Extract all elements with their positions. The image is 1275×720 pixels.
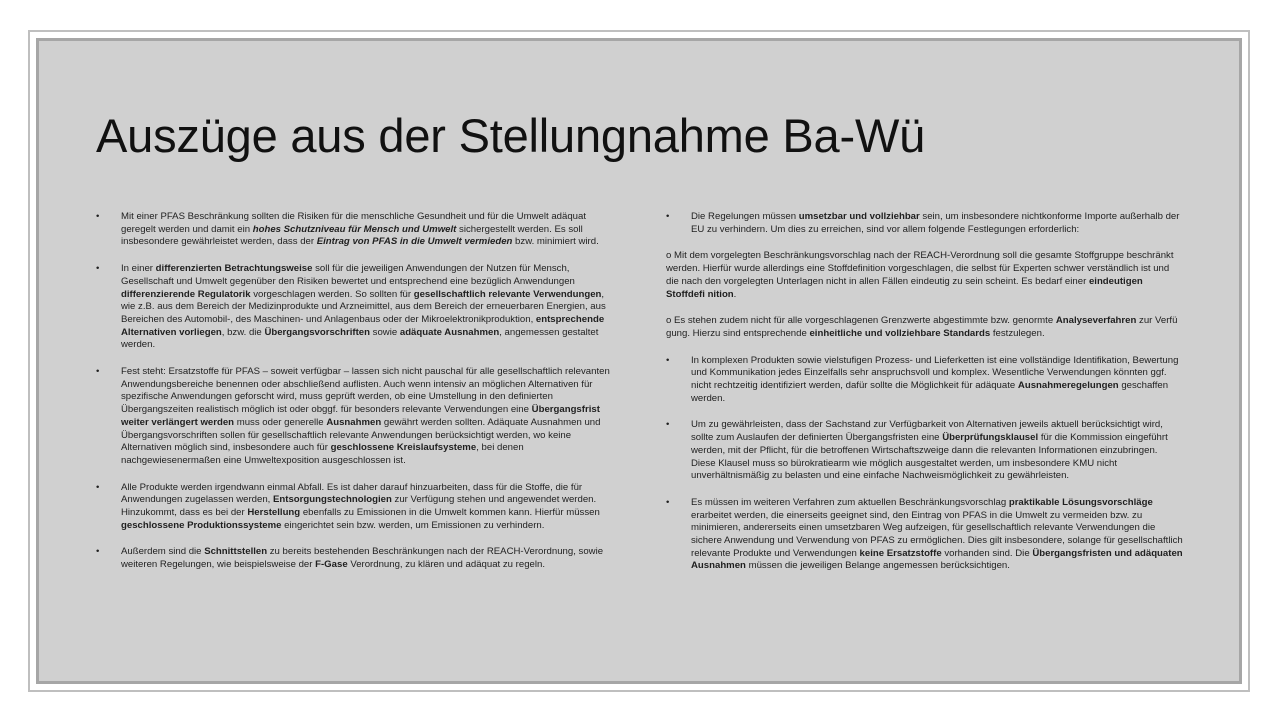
- slide-title: Auszüge aus der Stellungnahme Ba-Wü: [96, 109, 926, 162]
- bullet-item-waste: [96, 482, 616, 533]
- bold-text: geschlossene Produktionssysteme: [121, 519, 282, 531]
- bold-text: F-Gase: [315, 559, 348, 571]
- text-segment: geschaffen werden.: [691, 380, 1169, 404]
- bold-text: adäquate Ausnahmen: [399, 326, 500, 338]
- bullet-dot: •: [96, 211, 100, 222]
- text-segment: Außerdem sind die: [121, 546, 205, 558]
- bullet-item-enforceability: [666, 211, 1184, 236]
- bullet-dot: •: [666, 496, 670, 508]
- text-segment: sichergestellt werden. Es soll insbesondere gewährleistet werden, dass der: [121, 223, 583, 248]
- text-segment: In komplexen Produkten sowie vielstufigen Prozess- und Lieferketten ist eine vollständige Identifikation, Bewertung und Kommunikation jedes Einzelfalls sehr anspruchsvoll und komplex. Wesentliche Verwendungen könnten ggf. nicht rechtzeitig identifiziert werden, dafür sollte die Möglichkeit für adäquate: [691, 354, 1179, 392]
- bullet-item-supply-chains: [666, 355, 1184, 406]
- left-column: [96, 211, 616, 586]
- bullet-dot: •: [96, 481, 100, 493]
- text-segment: Um zu gewährleisten, dass der Sachstand zur Verfügbarkeit von Alternativen jeweils aktuell berücksichtigt wird, sollte zum Auslaufen der definierten Übergangsfristen eine: [691, 419, 1163, 444]
- bold-text: gesellschaftlich relevante Verwendungen: [413, 288, 602, 300]
- text-segment: vorgeschlagen werden. So sollten für: [250, 288, 414, 300]
- text-segment: zur Verfügung stehen und angewendet werden. Hinzukommt, dass es bei der: [121, 494, 597, 519]
- text-segment: zu bereits bestehenden Beschränkungen nach der REACH-Verordnung, sowie weiteren Regelungen, wie beispielsweise der: [121, 546, 604, 571]
- text-segment: Die Regelungen müssen: [691, 211, 799, 222]
- text-segment: o Mit dem vorgelegten Beschränkungsvorschlag nach der REACH-Verordnung soll die gesamte Stoffgruppe beschränkt werden. Hierfür wurde allerdings eine Stoffdefinition vorgeschlagen, die selbst für Experten schwer verständlich ist und die nach den vorgelegten Unterlagen nicht in allen Fällen eindeutig zu sein scheint. Es bedarf einer: [666, 250, 1174, 287]
- text-segment: sein, um insbesondere nichtkonforme Importe außerhalb der EU zu verhindern. Um dies zu erreichen, sind vor allem folgende Festlegungen erforderlich:: [691, 211, 1180, 235]
- text-segment: ebenfalls zu Emissionen in die Umwelt kommen kann. Hierfür müssen: [300, 507, 600, 519]
- bold-text: praktikable Lösungsvorschläge: [1008, 496, 1153, 508]
- text-segment: vorhanden sind. Die: [941, 547, 1033, 559]
- bullet-dot: •: [96, 366, 100, 378]
- bold-text: Ausnahmen: [326, 416, 382, 428]
- sub-item-analysis-methods: [666, 315, 1184, 340]
- bold-text: Übergangsfristen und adäquaten Ausnahmen: [691, 547, 1183, 572]
- bold-text: Ausnahmeregelungen: [1017, 380, 1119, 392]
- bold-text: einheitliche und vollziehbare Standards: [809, 327, 991, 339]
- bullet-dot: •: [96, 263, 100, 275]
- text-segment: In einer: [121, 263, 156, 275]
- bold-text: keine Ersatzstoffe: [859, 547, 942, 559]
- text-segment: muss oder generelle: [234, 416, 327, 428]
- bold-text: Übergangsfrist weiter verlängert werden: [121, 404, 600, 428]
- bullet-dot: •: [666, 419, 670, 431]
- emphasis-text: hohes Schutzniveau für Mensch und Umwelt: [252, 223, 457, 235]
- bullet-dot: •: [666, 211, 670, 222]
- bold-text: entsprechende Alternativen vorliegen: [121, 313, 605, 338]
- bullet-item-practical-solutions: [666, 497, 1184, 573]
- text-segment: , bei denen nachgewiesenermaßen eine Umweltexposition ausgeschlossen ist.: [121, 442, 524, 466]
- text-segment: Verordnung, zu klären und adäquat zu regeln.: [347, 559, 546, 571]
- emphasis-text: Eintrag von PFAS in die Umwelt vermieden: [316, 236, 513, 248]
- bullet-dot: •: [666, 354, 670, 366]
- bold-text: differenzierende Regulatorik: [121, 288, 251, 300]
- text-segment: , bzw. die: [221, 326, 265, 338]
- bold-text: Überprüfungsklausel: [942, 432, 1039, 444]
- text-segment: eingerichtet sein bzw. werden, um Emissionen zu verhindern.: [281, 519, 545, 531]
- text-segment: soll für die jeweiligen Anwendungen der Nutzen für Mensch, Gesellschaft und Umwelt gegenüber den Risiken bewertet und entsprechend eine bezüglich Anwendungen: [121, 263, 575, 287]
- text-segment: .: [733, 288, 737, 300]
- text-segment: bzw. minimiert wird.: [512, 236, 599, 248]
- bullet-item-protection-level: [96, 211, 616, 249]
- text-segment: sowie: [370, 326, 400, 338]
- text-segment: zur Verfü gung. Hierzu sind entsprechende: [666, 315, 1178, 339]
- bullet-item-interfaces: [96, 546, 616, 571]
- bold-text: geschlossene Kreislaufsysteme: [330, 442, 477, 454]
- bold-text: differenzierten Betrachtungsweise: [155, 263, 313, 275]
- text-segment: für die Kommission eingeführt werden, mit der Pflicht, für die betroffenen Wirtschaftszweige dann die relevanten Informationen einzubringen. Diese Klausel muss so bürokratiearm wie möglich ausgestaltet werden, um insbesondere KMU nicht unverhältnismäßig zu belasten und eine einfache Nachweismöglichkeit zu gewährleisten.: [691, 432, 1168, 482]
- bold-text: Herstellung: [247, 507, 301, 519]
- bullet-item-review-clause: [666, 419, 1184, 483]
- text-segment: festzulegen.: [990, 327, 1045, 339]
- bold-text: Entsorgungstechnologien: [273, 494, 392, 506]
- bold-text: Analyseverfahren: [1055, 315, 1137, 327]
- text-segment: müssen die jeweiligen Belange angemessen berücksichtigen.: [745, 560, 1010, 572]
- text-segment: o Es stehen zudem nicht für alle vorgeschlagenen Grenzwerte abgestimmte bzw. genormte: [666, 315, 1056, 327]
- text-segment: Alle Produkte werden irgendwann einmal Abfall. Es ist daher darauf hinzuarbeiten, dass für die Stoffe, die für Anwendungen zugelassen werden,: [121, 481, 583, 506]
- right-column: [666, 211, 1184, 587]
- text-segment: Es müssen im weiteren Verfahren zum aktuellen Beschränkungsvorschlag: [691, 496, 1009, 508]
- bold-text: Schnittstellen: [204, 546, 268, 558]
- text-segment: gewährt werden sollten. Adäquate Ausnahmen und Übergangsvorschriften sollen für gesellschaftlich relevante Anwendungen berücksichtigt werden, wo keine Alternativen möglich sind, insbesondere auch für: [121, 416, 601, 454]
- bullet-item-differentiated-view: [96, 263, 616, 352]
- text-segment: , wie z.B. aus dem Bereich der Medizinprodukte und Arzneimittel, aus dem Bereich der erneuerbaren Energien, aus Bereichen des Automobil-, des Maschinen- und Anlagenbaus oder der Mikroelektronikproduktion,: [121, 288, 606, 325]
- text-segment: Fest steht: Ersatzstoffe für PFAS – soweit verfügbar – lassen sich nicht pauschal für alle gesellschaftlich relevanten Anwendungsbereiche benennen oder abschließend auflisten. Auch wenn intensiv an möglichen Alternativen für spezifische Anwendungen geforscht wird, muss geprüft werden, ob eine Umstellung in den definierten Übergangszeiten realistisch möglich ist oder obggf. für besonders relevante Verwendungen eine: [121, 366, 610, 416]
- bold-text: eindeutigen Stoffdefi nition: [666, 275, 1143, 300]
- text-segment: erarbeitet werden, die einerseits geeignet sind, den Eintrag von PFAS in die Umwelt zu vermeiden bzw. zu minimieren, andererseits einen umsetzbaren Weg aufzeigen, für gesellschaftlich relevante Verwendungen die sichere Anwendung und Verwendung von PFAS zu ermöglichen. Dies gilt insbesondere, solange für gesellschaftlich relevante Produkte und Verwendungen: [691, 509, 1183, 559]
- bold-text: umsetzbar und vollziehbar: [798, 211, 920, 222]
- bullet-item-substitutes: [96, 366, 616, 468]
- bold-text: Übergangsvorschriften: [264, 326, 370, 338]
- bullet-dot: •: [96, 546, 100, 558]
- sub-item-substance-definition: [666, 250, 1184, 301]
- text-segment: Mit einer PFAS Beschränkung sollten die Risiken für die menschliche Gesundheit und für die Umwelt adäquat geregelt werden und damit ein: [121, 211, 587, 235]
- text-segment: , angemessen gestaltet werden.: [121, 326, 599, 351]
